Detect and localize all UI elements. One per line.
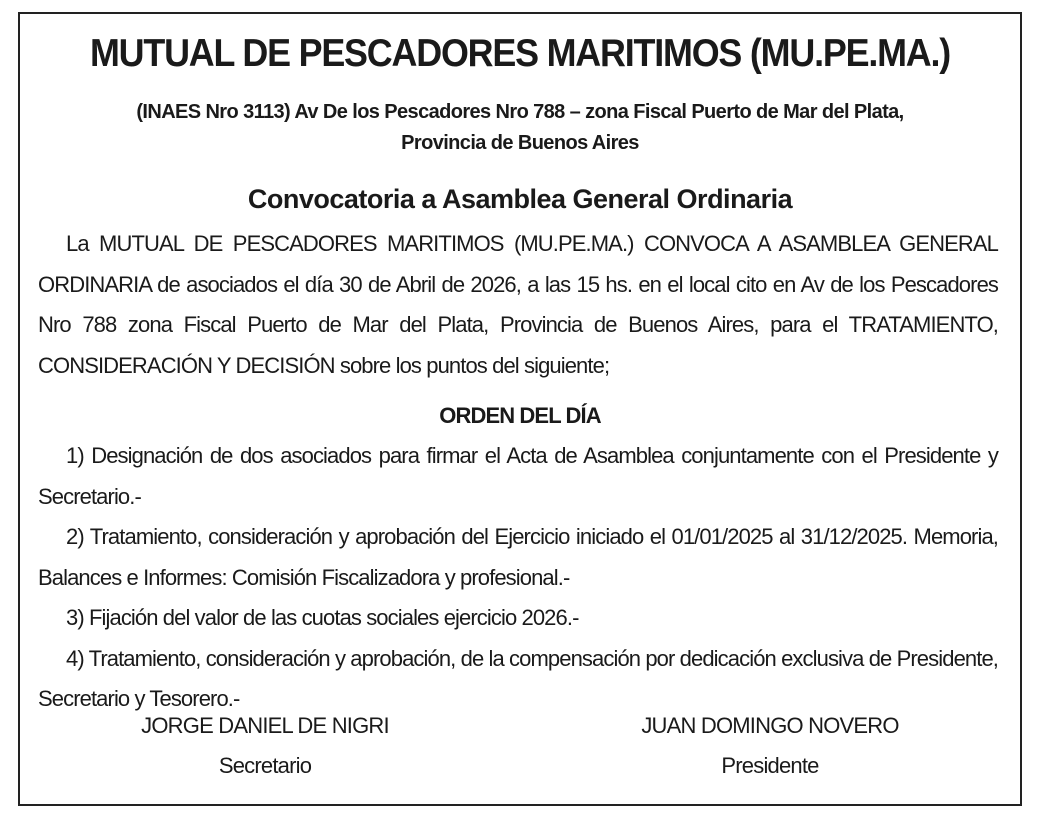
convocatoria-paragraph: La MUTUAL DE PESCADORES MARITIMOS (MU.PE.MA.) CONVOCA A ASAMBLEA GENERAL ORDINARIA de asociados el día 30 de Abril de 2026, a las 15 hs. en el local cito en Av de los Pescadores Nro 788 zona Fiscal Puerto de Mar del Plata, Provincia de Buenos Aires, para el TRATAMIENTO, CONSIDERACIÓN Y DECISIÓN sobre los puntos del siguiente; xyxy=(38,231,998,378)
orden-item: 2) Tratamiento, consideración y aprobación del Ejercicio iniciado el 01/01/2025 al 31/12/2025. Memoria, Balances e Informes: Comisión Fiscalizadora y profesional.- xyxy=(38,524,998,590)
orden-item: 1) Designación de dos asociados para firmar el Acta de Asamblea conjuntamente con el Presidente y Secretario.- xyxy=(38,443,998,509)
address-line-1: (INAES Nro 3113) Av De los Pescadores Nro 788 – zona Fiscal Puerto de Mar del Plata, xyxy=(136,101,904,123)
address-line-2: Provincia de Buenos Aires xyxy=(401,132,639,154)
convocatoria-title: Convocatoria a Asamblea General Ordinaria xyxy=(247,184,793,214)
orden-del-dia-list xyxy=(38,436,998,720)
orden-del-dia-title: ORDEN DEL DÍA xyxy=(439,403,601,428)
signature-role: Presidente xyxy=(721,753,819,778)
orden-item: 3) Fijación del valor de las cuotas sociales ejercicio 2026.- xyxy=(66,605,579,630)
signature-presidente xyxy=(580,706,960,786)
address-block xyxy=(20,97,1020,159)
orden-item: 4) Tratamiento, consideración y aprobación, de la compensación por dedicación exclusiva de Presidente, Secretario y Tesorero.- xyxy=(38,645,998,711)
signature-role: Secretario xyxy=(218,753,312,778)
notice-title: MUTUAL DE PESCADORES MARITIMOS (MU.PE.MA.) xyxy=(89,32,951,75)
signature-name: JUAN DOMINGO NOVERO xyxy=(641,713,899,738)
notice-frame xyxy=(18,12,1022,806)
signature-secretario xyxy=(80,706,450,786)
signature-name: JORGE DANIEL DE NIGRI xyxy=(141,713,389,738)
convocatoria-body xyxy=(38,224,998,386)
